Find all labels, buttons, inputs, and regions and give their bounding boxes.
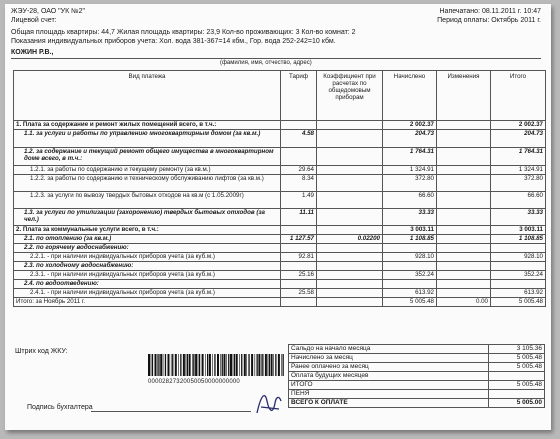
row-tariff [281,280,317,289]
barcode-bar [160,354,162,376]
row-charged [383,262,437,271]
barcode-bar [157,354,158,376]
table-row [14,262,546,271]
row-changes [437,209,491,226]
barcode-bar [183,354,185,376]
row-total: 3 003.11 [491,226,546,235]
barcode-bar [152,354,153,376]
meters-info: Показания индивидуальных приборов учета: Хол. вода 381-367=14 кбм., Гор. вода 252-242=10 кбм. [11,38,336,45]
row-coefficient [317,209,383,226]
row-charged: 204.73 [383,130,437,148]
row-coefficient [317,175,383,192]
table-row [14,209,546,226]
name-caption: (фамилия, имя, отчество, адрес) [220,60,312,66]
col-tariff: Тариф [281,71,317,121]
row-total: 2 002.37 [491,121,546,130]
row-changes [437,226,491,235]
row-tariff: 11.11 [281,209,317,226]
barcode-bar [155,354,157,376]
barcode-bar [158,354,159,376]
barcode-bar [195,354,197,376]
barcode-number: 00002827320050050000000000 [148,379,240,385]
table-row [14,289,546,298]
barcode-bar [246,354,247,376]
barcode-bar [244,354,246,376]
barcode-bar [217,354,219,376]
row-tariff: 8.34 [281,175,317,192]
barcode-bar [224,354,226,376]
row-changes [437,244,491,253]
summary-value: 5 005.00 [489,399,545,408]
barcode-bar [193,354,194,376]
printed-date: Напечатано: 08.11.2011 г. 10:47 [439,8,541,15]
barcode-bar [214,354,215,376]
barcode-bar [186,354,187,376]
summary-label: Начислено за месяц [289,354,489,363]
row-label: 1.2.1. за работы по содержанию и текущему ремонту (за кв.м.) [14,166,281,175]
row-label: 2.4.1. - при наличии индивидуальных приборов учета (за куб.м.) [14,289,281,298]
barcode-bar [207,354,208,376]
barcode-bar [239,354,240,376]
row-charged [383,280,437,289]
summary-value: 5 005.48 [489,381,545,390]
barcode-bar [278,354,280,376]
row-charged: 928.10 [383,253,437,262]
row-changes [437,262,491,271]
table-row [14,166,546,175]
summary-row [289,399,545,408]
row-tariff: 25.58 [281,289,317,298]
row-charged [383,244,437,253]
barcode-bar [209,354,211,376]
barcode-bar [192,354,193,376]
row-charged: 3 003.11 [383,226,437,235]
summary-row [289,363,545,372]
account-label: Лицевой счет: [11,17,57,24]
barcode-bar [180,354,181,376]
row-label: 2.3.1. - при наличии индивидуальных приборов учета (за куб.м.) [14,271,281,280]
row-label: 2. Плата за коммунальные услуги всего, в т.ч.: [14,226,281,235]
row-changes [437,289,491,298]
row-label: 2.2. по горячему водоснабжению: [14,244,281,253]
row-tariff [281,226,317,235]
row-tariff [281,121,317,130]
summary-table [288,344,545,408]
row-label: 2.2.1. - при наличии индивидуальных приборов учета (за куб.м.) [14,253,281,262]
barcode-bar [189,354,191,376]
row-tariff [281,148,317,166]
barcode-bar [205,354,206,376]
summary-label: Оплата будущих месяцев [289,372,489,381]
row-tariff [281,244,317,253]
row-changes [437,253,491,262]
row-total: 372.80 [491,175,546,192]
barcode-bar [198,354,199,376]
barcode-bar [165,354,166,376]
table-row [14,130,546,148]
resident-name: КОЖИН Р.В., [11,49,54,56]
barcode-bar [163,354,164,376]
row-label: 1.2.2. за работы по содержанию и техническому обслуживанию лифтов (за кв.м.) [14,175,281,192]
summary-value: 5 005.48 [489,363,545,372]
barcode-bar [175,354,177,376]
row-total [491,244,546,253]
barcode-bar [248,354,249,376]
payment-period: Период оплаты: Октябрь 2011 г. [437,17,541,24]
table-row [14,235,546,244]
barcode-bar [275,354,276,376]
row-total: 33.33 [491,209,546,226]
footer-changes: 0.00 [437,298,491,307]
row-changes [437,148,491,166]
row-total: 1 108.85 [491,235,546,244]
col-charged: Начислено [383,71,437,121]
row-charged: 2 002.37 [383,121,437,130]
barcode-bar [241,354,242,376]
footer-label: Итого: за Ноябрь 2011 г. [14,298,281,307]
summary-value [489,372,545,381]
barcode-bar [202,354,204,376]
row-tariff: 92.81 [281,253,317,262]
row-total [491,262,546,271]
barcode-bar [230,354,232,376]
summary-row [289,390,545,399]
row-coefficient [317,130,383,148]
row-charged: 1 764.31 [383,148,437,166]
row-total: 613.92 [491,289,546,298]
barcode-bar [226,354,227,376]
col-changes: Изменения [437,71,491,121]
barcode-bar [178,354,179,376]
barcode-bar [233,354,234,376]
row-tariff: 1.49 [281,192,317,209]
row-changes [437,175,491,192]
table-row [14,121,546,130]
row-charged: 1 108.85 [383,235,437,244]
barcode-bar [187,354,188,376]
row-total [491,280,546,289]
row-total: 352.24 [491,271,546,280]
accountant-label: Подпись бухгалтера [27,404,93,411]
row-coefficient [317,148,383,166]
barcode-bar [261,354,262,376]
row-coefficient [317,289,383,298]
row-label: 1.1. за услуги и работы по управлению многоквартирным домом (за кв.м.) [14,130,281,148]
row-changes [437,166,491,175]
col-total: Итого [491,71,546,121]
row-coefficient [317,253,383,262]
barcode-bar [265,354,267,376]
barcode-label: Штрих код ЖКУ: [15,348,68,355]
table-row [14,253,546,262]
row-changes [437,192,491,209]
row-label: 1.3. за услуги по утилизации (захоронению) твердых бытовых отходов (за чел.) [14,209,281,226]
row-charged: 33.33 [383,209,437,226]
summary-value: 5 005.48 [489,354,545,363]
row-changes [437,271,491,280]
barcode-bar [199,354,200,376]
barcode-bar [273,354,274,376]
table-row [14,280,546,289]
barcode-bar [234,354,235,376]
table-row [14,175,546,192]
barcode-bar [271,354,273,376]
org-name: ЖЭУ-28, ОАО "УК №2" [11,8,85,15]
barcode-bar [222,354,223,376]
row-tariff: 1 127.57 [281,235,317,244]
row-tariff: 25.16 [281,271,317,280]
barcode-bar [268,354,269,376]
barcode-bar [269,354,270,376]
row-coefficient [317,192,383,209]
row-total: 928.10 [491,253,546,262]
barcode-bar [148,354,150,376]
summary-label: Ранее оплачено за месяц [289,363,489,372]
summary-row [289,345,545,354]
summary-label: Сальдо на начало месяца [289,345,489,354]
summary-row [289,372,545,381]
row-changes [437,121,491,130]
barcode-bar [236,354,238,376]
barcode-bar [255,354,256,376]
barcode-bar [283,354,284,376]
barcode-bar [151,354,152,376]
signature-mark [251,387,285,421]
row-label: 1. Плата за содержание и ремонт жилых помещений всего, в т.ч.: [14,121,281,130]
barcode-bar [257,354,258,376]
barcode-bar [251,354,253,376]
table-row [14,192,546,209]
bill-sheet [5,4,551,430]
barcode-bar [262,354,263,376]
row-total: 1 764.31 [491,148,546,166]
summary-label: ВСЕГО К ОПЛАТЕ [289,399,489,408]
barcode-bar [212,354,213,376]
summary-value [489,390,545,399]
row-charged: 372.80 [383,175,437,192]
row-changes [437,235,491,244]
row-changes [437,130,491,148]
barcode-bar [281,354,282,376]
barcode-bar [168,354,170,376]
row-charged: 66.60 [383,192,437,209]
row-coefficient [317,271,383,280]
table-row [14,271,546,280]
row-tariff: 29.64 [281,166,317,175]
footer-total: 5 005.48 [491,298,546,307]
row-charged: 352.24 [383,271,437,280]
table-row [14,244,546,253]
row-total: 204.73 [491,130,546,148]
barcode-bar [228,354,229,376]
row-label: 1.2. за содержание и текущий ремонт общего имущества в многоквартирном доме всего, в т.ч.: [14,148,281,166]
row-charged: 1 324.91 [383,166,437,175]
name-underline [11,58,541,59]
summary-value: 3 105.36 [489,345,545,354]
barcode-bar [258,354,260,376]
barcode-bar [220,354,221,376]
table-row [14,226,546,235]
row-coefficient [317,121,383,130]
row-label: 2.4. по водоотведению: [14,280,281,289]
table-row [14,148,546,166]
barcode-bar [171,354,172,376]
barcode-bar [172,354,173,376]
row-tariff: 4.58 [281,130,317,148]
row-tariff [281,262,317,271]
summary-label: ПЕНЯ [289,390,489,399]
row-total: 1 324.91 [491,166,546,175]
col-payment-type: Вид платежа [14,71,281,121]
row-label: 2.1. по отоплению (за кв.м.) [14,235,281,244]
footer-charged: 5 005.48 [383,298,437,307]
row-label: 1.2.3. за услуги по вывозу твердых бытовых отходов на кв.м (с 1.05.2009г) [14,192,281,209]
row-coefficient: 0.02200 [317,235,383,244]
row-charged: 613.92 [383,289,437,298]
row-coefficient [317,226,383,235]
row-changes [437,280,491,289]
col-coefficient: Коэффициент при расчетах по общедомовым приборам [317,71,383,121]
signature-line [91,411,251,412]
row-coefficient [317,244,383,253]
area-info: Общая площадь квартиры: 44,7 Жилая площадь квартиры: 23,9 Кол-во проживающих: 3 Кол-во комнат: 2 [11,29,356,36]
summary-row [289,354,545,363]
summary-label: ИТОГО [289,381,489,390]
summary-row [289,381,545,390]
row-coefficient [317,280,383,289]
row-coefficient [317,262,383,271]
row-total: 66.60 [491,192,546,209]
row-label: 2.3. по холодному водоснабжению: [14,262,281,271]
charges-table [13,70,546,307]
row-coefficient [317,166,383,175]
